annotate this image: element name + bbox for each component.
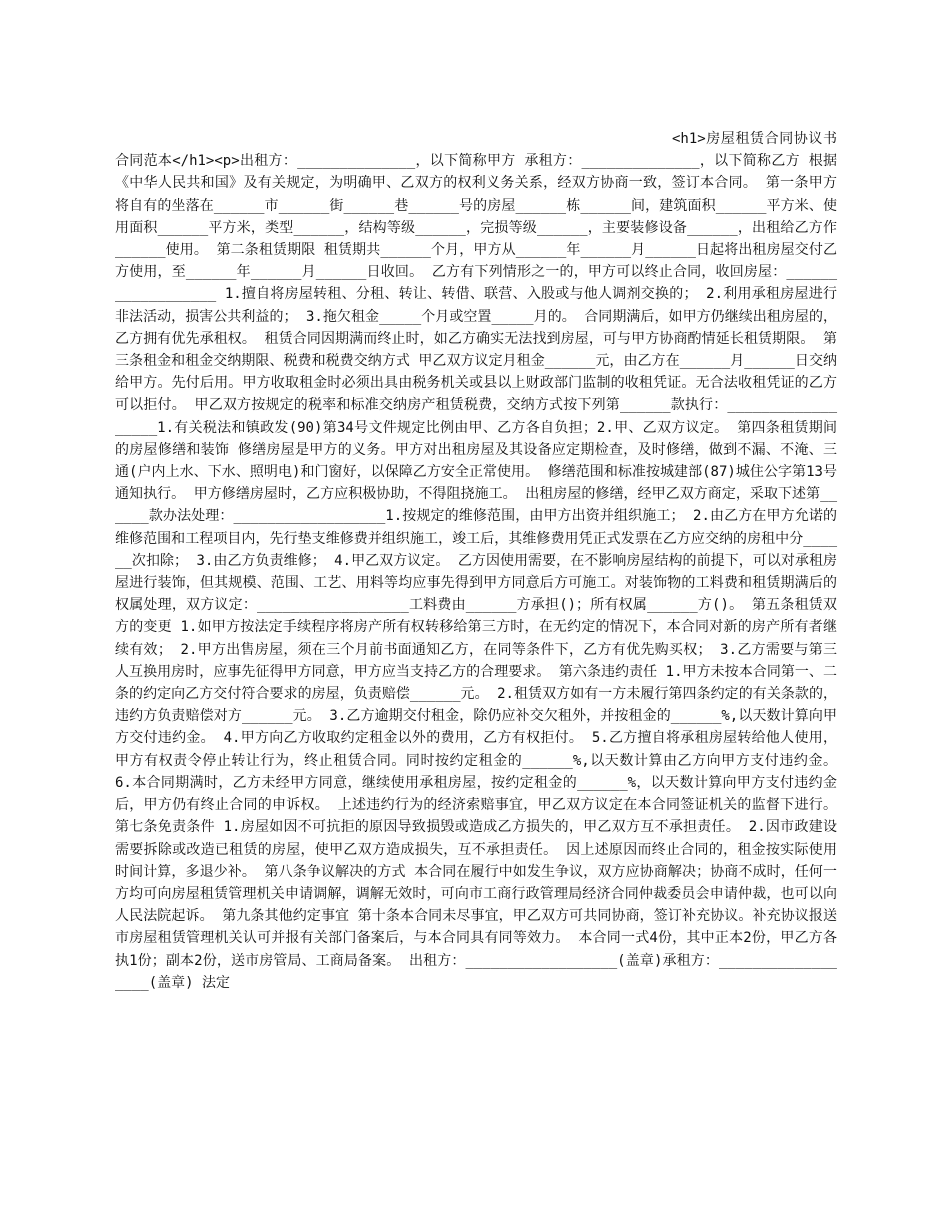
contract-body-text: <h1>房屋租赁合同协议书合同范本</h1><p>出租方：______________，以下简称甲方 承租方：______________，以下简称乙方 根据《中华人民共和国》及有关规定，为明确甲、乙双方的权利义务关系，经双方协商一致，签订本合同。 第一条甲方将自有的坐落在______市______街______巷______号的房屋______栋______间，建筑面积______平方米、使用面积______平方米，类型______，结构等级______，完损等级______，主要装修设备______，出租给乙方作______使用。 第二条租赁期限 租赁期共______个月，甲方从______年______月______日起将出租房屋交付乙方使用，至______年______月______日收回。 乙方有下列情形之一的，甲方可以终止合同，收回房屋：__________________ 1.擅自将房屋转租、分租、转让、转借、联营、入股或与他人调剂交换的； 2.利用承租房屋进行非法活动，损害公共利益的； 3.拖欠租金_____个月或空置_____月的。 合同期满后，如甲方仍继续出租房屋的，乙方拥有优先承租权。 租赁合同因期满而终止时，如乙方确实无法找到房屋，可与甲方协商酌情延长租赁期限。 第三条租金和租金交纳期限、税费和税费交纳方式 甲乙双方议定月租金______元，由乙方在______月______日交纳给甲方。先付后用。甲方收取租金时必须出具由税务机关或县以上财政部门监制的收租凭证。无合法收租凭证的乙方可以拒付。 甲乙双方按规定的税率和标准交纳房产租赁税费，交纳方式按下列第______款执行：__________________1.有关税法和镇政发(90)第34号文件规定比例由甲、乙方各自负担；2.甲、乙双方议定。 第四条租赁期间的房屋修缮和装饰 修缮房屋是甲方的义务。甲方对出租房屋及其设备应定期检查，及时修缮，做到不漏、不淹、三通(户内上水、下水、照明电)和门窗好，以保障乙方安全正常使用。 修缮范围和标准按城建部(87)城住公字第13号通知执行。 甲方修缮房屋时，乙方应积极协助，不得阻挠施工。 出租房屋的修缮，经甲乙双方商定，采取下述第______款办法处理：__________________1.按规定的维修范围，由甲方出资并组织施工； 2.由乙方在甲方允诺的维修范围和工程项目内，先行垫支维修费并组织施工，竣工后，其维修费用凭正式发票在乙方应交纳的房租中分______次扣除； 3.由乙方负责维修； 4.甲乙双方议定。 乙方因使用需要，在不影响房屋结构的前提下，可以对承租房屋进行装饰，但其规模、范围、工艺、用料等均应事先得到甲方同意后方可施工。对装饰物的工料费和租赁期满后的权属处理，双方议定：__________________工料费由______方承担()；所有权属______方()。 第五条租赁双方的变更 1.如甲方按法定手续程序将房产所有权转移给第三方时，在无约定的情况下，本合同对新的房产所有者继续有效； 2.甲方出售房屋，须在三个月前书面通知乙方，在同等条件下，乙方有优先购买权； 3.乙方需要与第三人互换用房时，应事先征得甲方同意，甲方应当支持乙方的合理要求。 第六条违约责任 1.甲方未按本合同第一、二条的约定向乙方交付符合要求的房屋，负责赔偿______元。 2.租赁双方如有一方未履行第四条约定的有关条款的，违约方负责赔偿对方______元。 3.乙方逾期交付租金，除仍应补交欠租外，并按租金的______%,以天数计算向甲方交付违约金。 4.甲方向乙方收取约定租金以外的费用，乙方有权拒付。 5.乙方擅自将承租房屋转给他人使用，甲方有权责令停止转让行为，终止租赁合同。同时按约定租金的______%,以天数计算由乙方向甲方支付违约金。 6.本合同期满时，乙方未经甲方同意，继续使用承租房屋，按约定租金的______%，以天数计算向甲方支付违约金后，甲方仍有终止合同的申诉权。 上述违约行为的经济索赔事宜，甲乙双方议定在本合同签证机关的监督下进行。 第七条免责条件 1.房屋如因不可抗拒的原因导致损毁或造成乙方损失的，甲乙双方互不承担责任。 2.因市政建设需要拆除或改造已租赁的房屋，使甲乙双方造成损失，互不承担责任。 因上述原因而终止合同的，租金按实际使用时间计算，多退少补。 第八条争议解决的方式 本合同在履行中如发生争议，双方应协商解决；协商不成时，任何一方均可向房屋租赁管理机关申请调解，调解无效时，可向市工商行政管理局经济合同仲裁委员会申请仲裁，也可以向人民法院起诉。 第九条其他约定事宜 第十条本合同未尽事宜，甲乙双方可共同协商，签订补充协议。补充协议报送市房屋租赁管理机关认可并报有关部门备案后，与本合同具有同等效力。 本合同一式4份，其中正本2份，甲乙方各执1份；副本2份，送市房管局、工商局备案。 出租方：__________________(盖章)承租方：__________________(盖章) 法定 bbox=[115, 131, 837, 991]
